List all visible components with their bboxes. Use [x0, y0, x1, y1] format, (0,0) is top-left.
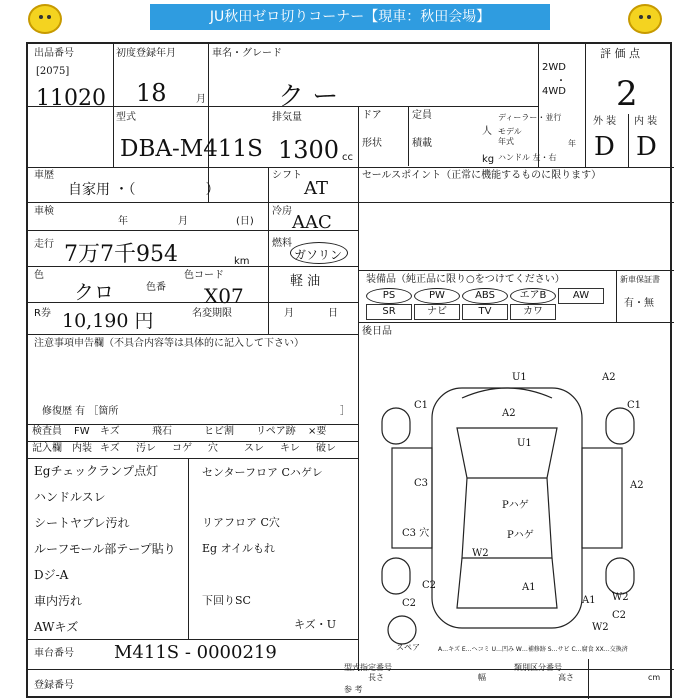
note-line-right: 下回りSC [202, 594, 251, 607]
inspection-month-label: 月 [178, 216, 188, 227]
year-label-small: 年式 [498, 137, 514, 146]
registration-month: 月 [284, 308, 294, 319]
registration-number-label: 登録番号 [34, 680, 74, 691]
interior-inspection-label: 内装 [72, 443, 92, 454]
note-line: Dジ-A [34, 568, 69, 582]
lot-number-value: 11020 [36, 86, 106, 111]
interior-label: 内 装 [634, 116, 658, 127]
lot-small-value: [2075] [36, 66, 70, 77]
auction-sheet [26, 42, 672, 698]
damage-mark: U1 [512, 372, 527, 383]
inspector-item: ヒビ割 [204, 426, 234, 437]
entry-label: 記入欄 [32, 443, 62, 454]
damage-mark: U1 [517, 438, 532, 449]
entry-item: 破レ [316, 443, 336, 454]
cm-unit: cm [648, 673, 661, 682]
note-line: 車内汚れ [34, 594, 83, 608]
width-label: 幅 [478, 673, 486, 682]
mascot-icon [28, 4, 62, 34]
damage-mark: C3 穴 [402, 528, 430, 539]
color-label: 色 [34, 270, 44, 281]
equipment-item: ナビ [414, 304, 460, 320]
mascot-icon [628, 4, 662, 34]
bracket-close: ］ [340, 406, 350, 417]
car-name-label: 車名・グレード [212, 48, 282, 59]
later-items-label: 後日品 [362, 326, 392, 337]
equipment-item: AW [558, 288, 604, 304]
damage-mark: A2 [602, 372, 616, 383]
entry-item: キズ [100, 443, 120, 454]
note-line: シートヤブレ汚れ [34, 516, 130, 530]
damage-mark: C1 [414, 400, 429, 411]
page-title: JU秋田ゼロ切りコーナー【現車：秋田会場】 [150, 4, 550, 30]
equipment-item: ABS [462, 288, 508, 304]
recycle-label: R券 [34, 308, 51, 319]
use-type-label: 車歴 [34, 170, 54, 181]
form-designation-label: 型式指定番号 [344, 663, 392, 672]
fuel-circle-mark [290, 242, 348, 264]
two-wd-label: 2WD [542, 62, 566, 73]
entry-item: 穴 [208, 443, 218, 454]
fuel-gas-option: ガソリン [294, 248, 343, 262]
note-line-right: Eg オイルもれ [202, 542, 276, 555]
recycle-value: 10,190 円 [62, 310, 154, 332]
damage-mark: A1 [522, 582, 536, 593]
damage-legend: A…キズ E…ヘコミ U…凹み W…補修跡 S…サビ C…腐食 XX…交換済 [438, 646, 628, 653]
mileage-value: 7万7千954 [64, 242, 178, 267]
four-wd-label: 4WD [542, 86, 566, 97]
damage-mark: W2 [592, 622, 609, 633]
inspection-day-label: (日) [236, 216, 254, 227]
equipment-item: SR [366, 304, 412, 320]
km-unit: km [234, 256, 250, 267]
note-line: ハンドルスレ [34, 490, 106, 504]
load-label: 積載 [412, 138, 432, 149]
equipment-item: TV [462, 304, 508, 320]
damage-mark: C2 [612, 610, 627, 621]
length-label: 長さ [368, 673, 384, 682]
separator-dot: ・ [556, 76, 566, 87]
handle-label: ハンドル 左・右 [498, 153, 557, 162]
year-unit: 年 [568, 139, 576, 148]
model-label: 型式 [116, 112, 136, 123]
person-unit: 人 [482, 126, 492, 137]
inspector-item: リペア跡 [256, 426, 296, 437]
ac-label: 冷房 [272, 206, 292, 217]
damage-mark: C1 [627, 400, 642, 411]
displacement-label: 排気量 [272, 112, 302, 123]
first-registration-year: 18 [136, 79, 167, 107]
chassis-label: 車台番号 [34, 648, 74, 659]
damage-mark: C2 [422, 580, 437, 591]
model-label-small: モデル [498, 127, 522, 136]
entry-item: スレ [244, 443, 264, 454]
registration-label: 名変期限 [192, 308, 232, 319]
displacement-value: 1300 [278, 136, 340, 164]
inspector-item: キズ [100, 426, 120, 437]
notes-label: 注意事項申告欄（不具合内容等は具体的に記入して下さい） [34, 338, 304, 349]
shape-label: 形状 [362, 138, 382, 149]
damage-mark: C3 [414, 478, 429, 489]
damage-mark: C2 [402, 598, 417, 609]
kg-unit: kg [482, 154, 495, 165]
entry-item: キレ [280, 443, 300, 454]
fuel-label: 燃料 [272, 238, 292, 249]
damage-mark: W2 [612, 592, 629, 603]
mileage-label: 走行 [34, 239, 54, 250]
sales-point-label: セールスポイント（正常に機能するものに限ります） [362, 170, 602, 181]
grade-score: 2 [616, 74, 638, 114]
exterior-grade: D [594, 132, 615, 162]
note-line-right: キズ・U [294, 618, 337, 631]
damage-mark: Pハゲ [507, 530, 534, 541]
lot-number-label: 出品番号 [34, 48, 74, 59]
warranty-label: 新車保証書 [620, 275, 660, 284]
damage-mark: A1 [582, 595, 596, 606]
ac-value: AAC [292, 212, 332, 233]
color-value: クロ [74, 280, 114, 304]
inspector-item: ×要 [308, 426, 327, 437]
inspector-item: 飛石 [152, 426, 172, 437]
month-label: 月 [196, 94, 206, 105]
spare-label: スペア [396, 643, 420, 652]
equipment-item: カワ [510, 304, 556, 320]
color-code-label: 色コード [184, 270, 224, 281]
note-line: Egチェックランプ点灯 [34, 464, 159, 478]
entry-item: コゲ [172, 443, 192, 454]
registration-day: 日 [328, 308, 338, 319]
fuel-diesel-option: 軽 油 [290, 274, 321, 289]
vehicle-damage-diagram [362, 368, 672, 658]
warranty-options: 有・無 [624, 298, 654, 309]
equipment-item: PW [414, 288, 460, 304]
damage-mark: W2 [472, 548, 489, 559]
model-value: DBA-M411S [120, 136, 263, 162]
first-registration-label: 初度登録年月 [116, 48, 176, 59]
color-code-value: X07 [204, 284, 244, 308]
car-name-value: ク ー [278, 82, 339, 112]
damage-mark: A2 [502, 408, 516, 419]
use-type-value: 自家用 ・（ ） [68, 182, 220, 198]
height-label: 高さ [558, 673, 574, 682]
shift-value: AT [304, 178, 329, 199]
note-line: ルーフモール部テープ貼り [34, 542, 176, 556]
equipment-item: エアB [510, 288, 556, 304]
damage-mark: Pハゲ [502, 500, 529, 511]
grade-label: 評 価 点 [600, 47, 640, 60]
cc-unit: cc [342, 152, 353, 163]
inspector-label: 検査員 [32, 426, 62, 437]
reference-label: 参 考 [344, 685, 363, 694]
door-label: ドア [362, 110, 382, 121]
category-label: 類別区分番号 [514, 663, 562, 672]
chassis-number: M411S - 0000219 [114, 642, 277, 663]
note-line-right: リアフロア C穴 [202, 516, 280, 529]
shift-label: シフト [272, 170, 302, 181]
exterior-label: 外 装 [593, 116, 617, 127]
capacity-label: 定員 [412, 110, 432, 121]
equipment-label: 装備品（純正品に限り○をつけてください） [366, 274, 565, 285]
fw-label: FW [74, 426, 90, 437]
note-line-right: センターフロア Cハゲレ [202, 466, 323, 479]
note-line: AWキズ [34, 620, 79, 634]
inspection-label: 車検 [34, 206, 54, 217]
equipment-item: PS [366, 288, 412, 304]
interior-grade: D [636, 132, 657, 162]
repair-history-label: 修復歴 有 ［箇所 [42, 406, 119, 417]
entry-item: 汚レ [136, 443, 156, 454]
dealer-label: ディーラー・並行 [498, 113, 562, 122]
inspection-year-label: 年 [118, 216, 128, 227]
damage-mark: A2 [630, 480, 644, 491]
color-number-label: 色番 [146, 282, 166, 293]
